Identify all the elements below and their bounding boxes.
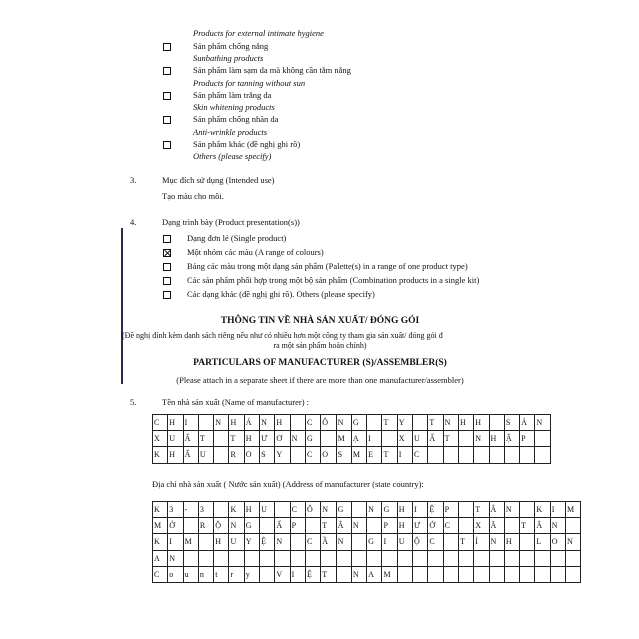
grid-cell xyxy=(183,550,198,566)
grid-cell: N xyxy=(260,415,275,431)
grid-cell xyxy=(290,415,305,431)
category-label-vi: Sản phẩm làm trắng da xyxy=(193,90,272,100)
category-label-vi: Sản phẩm khác (đề nghị ghi rõ) xyxy=(193,139,301,149)
grid-cell: Ả xyxy=(520,415,535,431)
grid-cell: Ậ xyxy=(504,431,519,447)
grid-row xyxy=(153,534,581,550)
grid-cell: P xyxy=(443,502,458,518)
grid-cell: M xyxy=(351,447,366,463)
grid-cell: O xyxy=(550,534,565,550)
grid-cell: H xyxy=(275,415,290,431)
grid-cell xyxy=(520,550,535,566)
grid-cell xyxy=(305,550,320,566)
manufacturer-note-vi-line1: (Đề nghị đính kèm danh sách riêng nếu như có nhiều hơn một công ty tham gia sản xuất/ đóng gói đ xyxy=(122,331,443,340)
grid-cell: Ấ xyxy=(275,518,290,534)
grid-cell xyxy=(321,431,336,447)
grid-cell: T xyxy=(229,431,244,447)
grid-cell: N xyxy=(474,431,489,447)
grid-row xyxy=(153,431,551,447)
grid-cell: H xyxy=(474,415,489,431)
grid-cell: H xyxy=(397,502,412,518)
grid-cell: G xyxy=(351,415,366,431)
grid-cell xyxy=(290,550,305,566)
presentation-option-label: Các dạng khác (đề nghị ghi rõ). Others (please specify) xyxy=(187,289,375,299)
grid-cell xyxy=(260,550,275,566)
grid-cell: Ệ xyxy=(428,502,443,518)
grid-cell: A xyxy=(153,550,168,566)
grid-cell: N xyxy=(214,415,229,431)
grid-cell xyxy=(214,431,229,447)
grid-cell xyxy=(351,534,366,550)
grid-cell: G xyxy=(382,502,397,518)
section5-number: 5. xyxy=(130,397,137,407)
grid-cell: T xyxy=(382,447,397,463)
section3-number: 3. xyxy=(130,175,137,185)
grid-cell: H xyxy=(168,447,183,463)
presentation-checkbox[interactable] xyxy=(163,291,171,299)
grid-cell: M xyxy=(382,566,397,582)
grid-cell: Y xyxy=(275,447,290,463)
grid-cell xyxy=(443,534,458,550)
address-label: Địa chỉ nhà sản xuất ( Nước sản xuất) (Address of manufacturer (state country): xyxy=(152,479,424,489)
grid-cell: N xyxy=(566,534,581,550)
grid-cell xyxy=(397,566,412,582)
grid-cell: P xyxy=(382,518,397,534)
presentation-checkbox[interactable] xyxy=(163,235,171,243)
presentation-checkbox[interactable] xyxy=(163,277,171,285)
manufacturer-address-grid xyxy=(152,501,581,583)
grid-cell: Ệ xyxy=(260,534,275,550)
grid-cell xyxy=(566,566,581,582)
manufacturer-title-vi: THÔNG TIN VỀ NHÀ SẢN XUẤT/ ĐÓNG GÓI xyxy=(220,316,420,326)
grid-cell xyxy=(214,550,229,566)
section3-label: Mục đích sử dụng (Intended use) xyxy=(162,175,275,185)
grid-cell xyxy=(535,550,550,566)
grid-cell xyxy=(413,550,428,566)
grid-cell: Ộ xyxy=(214,518,229,534)
grid-cell xyxy=(413,566,428,582)
grid-cell xyxy=(489,447,504,463)
grid-cell: Â xyxy=(535,518,550,534)
manufacturer-note-en: (Please attach in a separate sheet if there are more than one manufacturer/assembler) xyxy=(176,375,464,385)
grid-cell: Ệ xyxy=(305,566,320,582)
grid-row xyxy=(153,502,581,518)
grid-cell: N xyxy=(367,502,382,518)
grid-cell: Ơ xyxy=(275,431,290,447)
grid-cell: M xyxy=(566,502,581,518)
grid-cell: N xyxy=(336,534,351,550)
grid-cell: H xyxy=(244,431,259,447)
grid-cell: - xyxy=(183,502,198,518)
grid-cell: U xyxy=(260,502,275,518)
grid-cell: S xyxy=(336,447,351,463)
grid-cell: G xyxy=(305,431,320,447)
grid-cell: U xyxy=(198,447,213,463)
grid-cell: K xyxy=(229,502,244,518)
grid-cell: T xyxy=(443,431,458,447)
grid-cell: C xyxy=(153,566,168,582)
grid-cell: N xyxy=(336,415,351,431)
grid-cell xyxy=(504,550,519,566)
grid-cell: C xyxy=(428,534,443,550)
grid-cell: R xyxy=(229,447,244,463)
grid-cell: Ấ xyxy=(428,431,443,447)
grid-cell xyxy=(260,518,275,534)
grid-cell xyxy=(198,415,213,431)
grid-cell: C xyxy=(305,447,320,463)
grid-cell: Ầ xyxy=(321,534,336,550)
grid-row xyxy=(153,447,551,463)
category-checkbox[interactable] xyxy=(163,141,171,149)
grid-cell: U xyxy=(397,534,412,550)
manufacturer-name-grid xyxy=(152,414,551,464)
grid-cell: I xyxy=(413,502,428,518)
grid-cell xyxy=(504,566,519,582)
grid-cell: K xyxy=(535,502,550,518)
grid-cell: A xyxy=(367,566,382,582)
category-checkbox[interactable] xyxy=(163,67,171,75)
grid-cell xyxy=(566,550,581,566)
section4-number: 4. xyxy=(130,217,137,227)
section3-value: Tạo màu cho môi. xyxy=(162,191,224,201)
grid-cell: Ư xyxy=(260,431,275,447)
category-label-en: Products for tanning without sun xyxy=(193,78,306,88)
grid-cell: I xyxy=(397,447,412,463)
grid-cell: U xyxy=(229,534,244,550)
category-checkbox[interactable] xyxy=(163,116,171,124)
grid-cell: I xyxy=(183,415,198,431)
grid-cell xyxy=(474,550,489,566)
grid-cell: Ư xyxy=(413,518,428,534)
grid-cell xyxy=(413,415,428,431)
grid-row xyxy=(153,550,581,566)
grid-cell: E xyxy=(367,447,382,463)
grid-cell: T xyxy=(321,518,336,534)
grid-cell: N xyxy=(489,534,504,550)
grid-cell xyxy=(336,566,351,582)
grid-cell: r xyxy=(229,566,244,582)
grid-cell: Ở xyxy=(168,518,183,534)
grid-cell: o xyxy=(168,566,183,582)
grid-cell xyxy=(244,550,259,566)
grid-cell: M xyxy=(183,534,198,550)
grid-cell: T xyxy=(382,415,397,431)
grid-cell: C xyxy=(305,534,320,550)
grid-cell: Â xyxy=(489,502,504,518)
grid-cell: X xyxy=(397,431,412,447)
grid-cell: Â xyxy=(336,518,351,534)
presentation-checkbox[interactable] xyxy=(163,249,171,257)
grid-cell xyxy=(520,502,535,518)
grid-cell: S xyxy=(260,447,275,463)
grid-cell xyxy=(458,502,473,518)
category-label-en: Skin whitening products xyxy=(193,102,275,112)
grid-cell xyxy=(198,534,213,550)
grid-cell xyxy=(443,566,458,582)
section5-label: Tên nhà sản xuất (Name of manufacturer) : xyxy=(162,397,310,407)
grid-cell xyxy=(550,566,565,582)
grid-cell: H xyxy=(168,415,183,431)
grid-cell: P xyxy=(520,431,535,447)
grid-cell: S xyxy=(504,415,519,431)
grid-cell: N xyxy=(229,518,244,534)
grid-cell: M xyxy=(336,431,351,447)
presentation-option-label: Một nhóm các màu (A range of colours) xyxy=(187,247,324,257)
grid-cell xyxy=(367,550,382,566)
grid-cell: G xyxy=(336,502,351,518)
category-checkbox[interactable] xyxy=(163,92,171,100)
category-label-vi: Sản phẩm làm sạm da mà không cần tắm nắng xyxy=(193,65,351,75)
grid-cell xyxy=(198,550,213,566)
grid-cell xyxy=(443,447,458,463)
grid-cell: Á xyxy=(244,415,259,431)
grid-cell xyxy=(489,415,504,431)
grid-cell: t xyxy=(214,566,229,582)
grid-cell xyxy=(336,550,351,566)
grid-cell xyxy=(428,550,443,566)
grid-cell xyxy=(214,502,229,518)
grid-cell: K xyxy=(153,534,168,550)
grid-cell: u xyxy=(183,566,198,582)
grid-cell xyxy=(382,550,397,566)
grid-cell xyxy=(504,447,519,463)
grid-cell: Ạ xyxy=(351,431,366,447)
grid-cell: U xyxy=(168,431,183,447)
grid-cell: X xyxy=(474,518,489,534)
category-label-en: Anti-wrinkle products xyxy=(193,127,268,137)
grid-cell: Ô xyxy=(305,502,320,518)
grid-cell: T xyxy=(474,502,489,518)
grid-cell xyxy=(183,518,198,534)
grid-cell xyxy=(535,566,550,582)
grid-cell xyxy=(458,518,473,534)
grid-cell: K xyxy=(153,502,168,518)
grid-cell: Ớ xyxy=(428,518,443,534)
grid-cell xyxy=(428,566,443,582)
grid-cell: G xyxy=(244,518,259,534)
grid-cell xyxy=(458,447,473,463)
grid-cell: Ộ xyxy=(413,534,428,550)
grid-cell xyxy=(397,550,412,566)
grid-row xyxy=(153,566,581,582)
grid-cell xyxy=(520,534,535,550)
grid-cell: n xyxy=(198,566,213,582)
grid-cell: O xyxy=(321,447,336,463)
grid-cell xyxy=(321,550,336,566)
grid-cell: Ã xyxy=(489,518,504,534)
grid-cell xyxy=(474,566,489,582)
grid-cell: H xyxy=(244,502,259,518)
grid-cell: Y xyxy=(244,534,259,550)
grid-cell: H xyxy=(489,431,504,447)
grid-cell xyxy=(566,518,581,534)
category-label-en: Sunbathing products xyxy=(193,53,264,63)
grid-cell xyxy=(275,502,290,518)
category-checkbox[interactable] xyxy=(163,43,171,51)
grid-cell xyxy=(443,550,458,566)
grid-cell: C xyxy=(305,415,320,431)
grid-cell: 3 xyxy=(198,502,213,518)
category-label-vi: Sản phẩm chống nắng xyxy=(193,41,269,51)
grid-cell xyxy=(382,431,397,447)
grid-cell xyxy=(504,518,519,534)
grid-cell: I xyxy=(382,534,397,550)
grid-cell xyxy=(458,566,473,582)
grid-cell: H xyxy=(397,518,412,534)
grid-cell: T xyxy=(520,518,535,534)
grid-cell xyxy=(458,550,473,566)
grid-cell: U xyxy=(413,431,428,447)
presentation-checkbox[interactable] xyxy=(163,263,171,271)
grid-cell xyxy=(351,550,366,566)
grid-cell xyxy=(520,566,535,582)
grid-cell: N xyxy=(168,550,183,566)
presentation-option-label: Bảng các màu trong một dạng sản phẩm (Palette(s) in a range of one product type) xyxy=(187,261,468,271)
grid-cell: N xyxy=(321,502,336,518)
grid-cell xyxy=(351,502,366,518)
manufacturer-note-vi-line2: ra một sản phẩm hoàn chỉnh) xyxy=(273,341,367,350)
grid-cell: N xyxy=(443,415,458,431)
grid-cell: C xyxy=(443,518,458,534)
presentation-option-label: Các sản phẩm phối hợp trong một bộ sản phẩm (Combination products in a single kit) xyxy=(187,275,480,285)
manufacturer-title-en: PARTICULARS OF MANUFACTURER (S)/ASSEMBLER(S) xyxy=(193,358,447,368)
grid-cell: Ô xyxy=(321,415,336,431)
grid-cell xyxy=(474,447,489,463)
grid-cell: N xyxy=(504,502,519,518)
grid-cell xyxy=(290,447,305,463)
grid-cell: H xyxy=(504,534,519,550)
grid-cell xyxy=(229,550,244,566)
grid-cell xyxy=(535,431,550,447)
grid-cell: y xyxy=(244,566,259,582)
grid-row xyxy=(153,415,551,431)
grid-cell: N xyxy=(535,415,550,431)
grid-cell xyxy=(535,447,550,463)
grid-cell xyxy=(367,518,382,534)
category-label-en: Others (please specify) xyxy=(193,151,272,161)
grid-cell: Ẩ xyxy=(183,447,198,463)
grid-cell: N xyxy=(550,518,565,534)
grid-cell: T xyxy=(428,415,443,431)
grid-cell: C xyxy=(290,502,305,518)
grid-cell: H xyxy=(229,415,244,431)
grid-cell xyxy=(275,550,290,566)
grid-cell xyxy=(305,518,320,534)
grid-cell: V xyxy=(275,566,290,582)
grid-cell: N xyxy=(351,518,366,534)
grid-cell: I xyxy=(168,534,183,550)
grid-cell: X xyxy=(153,431,168,447)
grid-cell: T xyxy=(458,534,473,550)
grid-cell: I xyxy=(290,566,305,582)
grid-cell: Ỉ xyxy=(474,534,489,550)
grid-cell: P xyxy=(290,518,305,534)
grid-cell xyxy=(428,447,443,463)
grid-cell: H xyxy=(214,534,229,550)
grid-cell: I xyxy=(367,431,382,447)
category-label-en: Products for external intimate hygiene xyxy=(193,28,324,38)
grid-cell: H xyxy=(458,415,473,431)
grid-cell: I xyxy=(550,502,565,518)
grid-cell: T xyxy=(321,566,336,582)
grid-cell: K xyxy=(153,447,168,463)
section4-label: Dạng trình bày (Product presentation(s)) xyxy=(162,217,300,227)
grid-cell: N xyxy=(351,566,366,582)
grid-cell: 3 xyxy=(168,502,183,518)
grid-cell: C xyxy=(153,415,168,431)
presentation-option-label: Dạng đơn lẻ (Single product) xyxy=(187,233,287,243)
grid-cell: O xyxy=(244,447,259,463)
grid-cell xyxy=(550,550,565,566)
grid-cell: M xyxy=(153,518,168,534)
grid-cell xyxy=(489,566,504,582)
category-label-vi: Sản phẩm chống nhăn da xyxy=(193,114,279,124)
grid-cell: C xyxy=(413,447,428,463)
grid-cell: T xyxy=(198,431,213,447)
grid-cell xyxy=(367,415,382,431)
grid-cell xyxy=(520,447,535,463)
grid-cell: N xyxy=(275,534,290,550)
grid-cell: L xyxy=(535,534,550,550)
grid-cell xyxy=(489,550,504,566)
grid-cell xyxy=(260,566,275,582)
grid-cell: Ấ xyxy=(183,431,198,447)
grid-cell: R xyxy=(198,518,213,534)
grid-cell xyxy=(214,447,229,463)
grid-cell xyxy=(290,534,305,550)
grid-cell: G xyxy=(367,534,382,550)
grid-cell xyxy=(458,431,473,447)
grid-cell: N xyxy=(290,431,305,447)
grid-cell: Y xyxy=(397,415,412,431)
grid-row xyxy=(153,518,581,534)
